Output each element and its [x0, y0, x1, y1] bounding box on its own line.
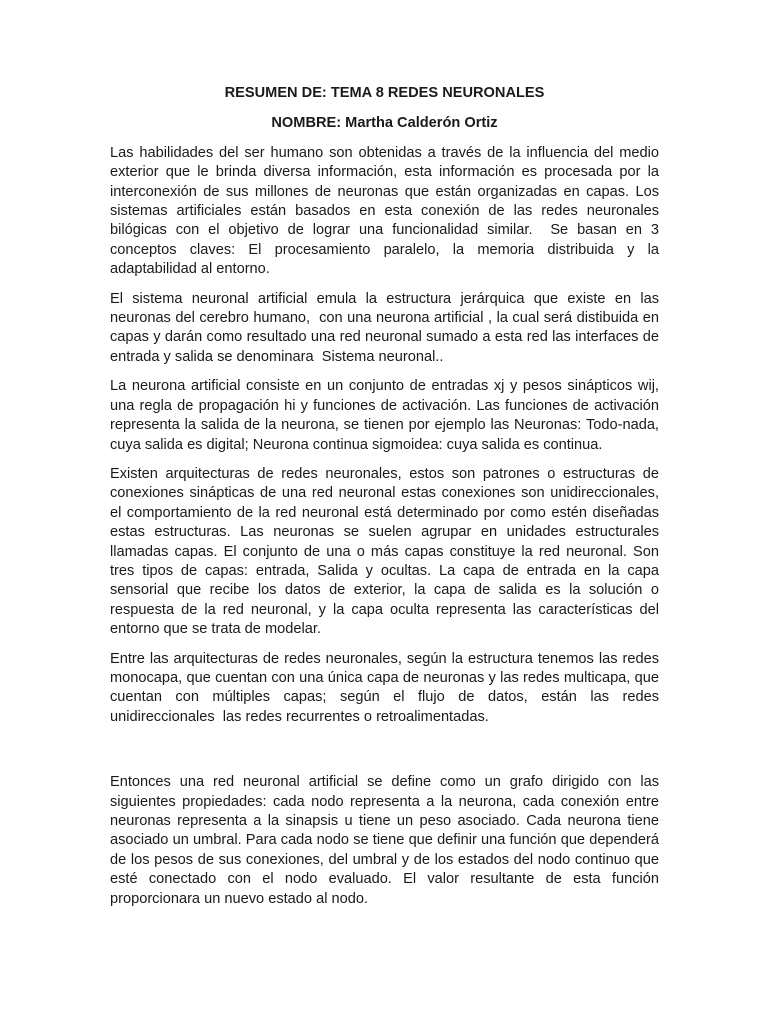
blank-space: [110, 737, 659, 773]
document-page: [110, 84, 664, 919]
paragraph: El sistema neuronal artificial emula la estructura jerárquica que existe en las neuronas del cerebro humano, con una neurona artificial , la cual será distibuida en capas y darán como resultado una red neuronal sumado a esta red las interfaces de entrada y salida se denominara Sistema neuronal..: [110, 290, 664, 365]
paragraph: Existen arquitecturas de redes neuronales, estos son patrones o estructuras de conexiones sinápticas de una red neuronal estas conexiones son unidireccionales, el comportamiento de la red neuronal está determinado por como estén diseñadas estas estructuras. Las neuronas se suelen agrupar en unidades estructurales llamadas capas. El conjunto de una o más capas constituye la red neuronal. Son tres tipos de capas: entrada, Salida y ocultas. La capa de entrada en la capa sensorial que recibe los datos de exterior, la capa de salida es la solución o respuesta de la red neuronal, y la capa oculta representa las características del entorno que se trata de modelar.: [110, 465, 664, 638]
paragraph: Entre las arquitecturas de redes neuronales, según la estructura tenemos las redes monocapa, que cuentan con una única capa de neuronas y las redes multicapa, que cuentan con múltiples capas; según el flujo de datos, están las redes unidireccionales las redes recurrentes o retroalimentadas.: [110, 650, 664, 725]
paragraph: La neurona artificial consiste en un conjunto de entradas xj y pesos sinápticos wij, una regla de propagación hi y funciones de activación. Las funciones de activación representa la salida de la neurona, se tienen por ejemplo las Neuronas: Todo-nada, cuya salida es digital; Neurona continua sigmoidea: cuya salida es continua.: [110, 378, 664, 453]
paragraph: Entonces una red neuronal artificial se define como un grafo dirigido con las siguientes propiedades: cada nodo representa a la neurona, cada conexión entre neuronas representa a la sinapsis u tiene un peso asociado. Cada neurona tiene asociado un umbral. Para cada nodo se tiene que definir una función que dependerá de los pesos de sus conexiones, del umbral y de los estados del nodo continuo que esté conectado con el nodo evaluado. El valor resultante de esta función proporcionara un nuevo estado al nodo.: [110, 774, 664, 907]
paragraph: Las habilidades del ser humano son obtenidas a través de la influencia del medio exterior que le brinda diversa información, esta información es procesada por la interconexión de sus millones de neuronas que están organizadas en capas. Los sistemas artificiales están basados en esta conexión de las redes neuronales bilógicas con el objetivo de lograr una funcionalidad similar. Se basan en 3 conceptos claves: El procesamiento paralelo, la memoria distribuida y la adaptabilidad al entorno.: [110, 144, 664, 278]
author-name: NOMBRE: Martha Calderón Ortiz: [271, 115, 498, 132]
document-title: RESUMEN DE: TEMA 8 REDES NEURONALES: [224, 85, 545, 101]
